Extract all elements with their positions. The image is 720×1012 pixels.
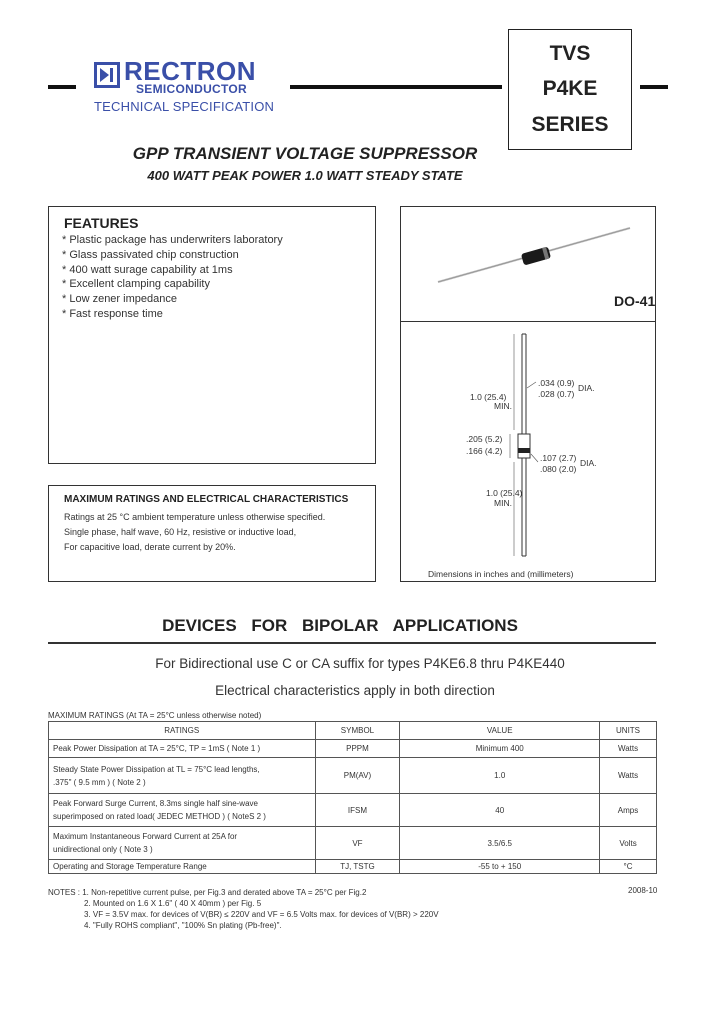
- unit-cell: Amps: [600, 794, 657, 827]
- feature-item: * Plastic package has underwriters laboratory: [62, 234, 283, 246]
- package-divider: [400, 321, 656, 322]
- table-row: [49, 860, 657, 874]
- dim-lead-length-top: 1.0 (25.4): [470, 392, 507, 402]
- value-cell: 40: [400, 794, 600, 827]
- section-rule: [48, 642, 656, 644]
- value-cell: 3.5/6.5: [400, 827, 600, 860]
- header-rule-mid: [290, 85, 502, 89]
- symbol-cell: TJ, TSTG: [315, 860, 400, 874]
- brand-subtitle: SEMICONDUCTOR: [136, 82, 248, 96]
- series-line-2: P4KE: [542, 77, 598, 101]
- dim-body-length-min: .166 (4.2): [466, 446, 503, 456]
- features-list: [62, 233, 283, 322]
- dim-dia-label-a: DIA.: [578, 383, 595, 393]
- page-title: GPP TRANSIENT VOLTAGE SUPPRESSOR: [132, 144, 478, 163]
- value-cell: -55 to + 150: [400, 860, 600, 874]
- footnote: 4. "Fully ROHS compliant", "100% Sn plating (Pb-free)".: [84, 921, 282, 930]
- symbol-cell: PM(AV): [315, 758, 400, 794]
- footnote: 2. Mounted on 1.6 X 1.6" ( 40 X 40mm ) per Fig. 5: [84, 899, 262, 908]
- series-line-3: SERIES: [531, 113, 609, 137]
- brand-name: RECTRON: [124, 56, 257, 86]
- table-row: [49, 758, 657, 794]
- dim-body-length-max: .205 (5.2): [466, 434, 503, 444]
- unit-cell: Watts: [600, 740, 657, 758]
- rating-text: Peak Power Dissipation at TA = 25°C, TP = 1mS ( Note 1 ): [53, 744, 261, 753]
- ratings-table-caption: MAXIMUM RATINGS (At TA = 25°C unless otherwise noted): [48, 711, 262, 720]
- dim-lead-dia-max: .034 (0.9): [538, 378, 575, 388]
- dimension-drawing: [480, 330, 600, 560]
- series-box: [508, 29, 632, 150]
- footnote: 3. VF = 3.5V max. for devices of V(BR) ≤ 220V and VF = 6.5 Volts max. for devices of V(BR) > 220V: [84, 910, 439, 919]
- table-row: [49, 740, 657, 758]
- feature-item: * Glass passivated chip construction: [62, 248, 239, 261]
- feature-item: * Excellent clamping capability: [62, 278, 210, 291]
- diode-photo: [430, 220, 640, 290]
- rating-text: Steady State Power Dissipation at TL = 75°C lead lengths,: [53, 764, 260, 774]
- features-title: FEATURES: [64, 215, 139, 231]
- series-line-1: TVS: [549, 41, 591, 65]
- rating-cell: [49, 794, 316, 827]
- technical-spec-label: TECHNICAL SPECIFICATION: [94, 99, 275, 114]
- col-header-value: VALUE: [400, 722, 600, 740]
- rating-text: Peak Forward Surge Current, 8.3ms single half sine-wave: [53, 799, 258, 808]
- unit-cell: °C: [600, 860, 657, 874]
- symbol-cell: PPPM: [315, 740, 400, 758]
- rating-text: Operating and Storage Temperature Range: [53, 862, 207, 871]
- rating-cell: [49, 758, 316, 794]
- col-header-units: UNITS: [600, 722, 657, 740]
- revision-date: 2008-10: [628, 886, 658, 895]
- direction-note: Electrical characteristics apply in both direction: [215, 683, 495, 698]
- dim-lead-dia-min: .028 (0.7): [538, 389, 575, 399]
- footnote: NOTES : 1. Non-repetitive current pulse, per Fig.3 and derated above TA = 25°C per Fig.2: [48, 888, 367, 897]
- header-rule-right: [640, 85, 668, 89]
- dim-body-dia-min: .080 (2.0): [540, 464, 577, 474]
- table-row: [49, 827, 657, 860]
- footnotes: [48, 887, 439, 931]
- rectron-logo-icon: [94, 62, 120, 88]
- max-ratings-line: For capacitive load, derate current by 20%.: [64, 542, 236, 552]
- dim-min-top: MIN.: [494, 401, 512, 411]
- rating-text: unidirectional only ( Note 3 ): [53, 845, 153, 854]
- value-cell: Minimum 400: [400, 740, 600, 758]
- rating-text: Maximum Instantaneous Forward Current at 25A for: [53, 832, 238, 841]
- feature-item: * 400 watt surage capability at 1ms: [62, 263, 233, 276]
- rating-text: superimposed on rated load( JEDEC METHOD ) ( NoteS 2 ): [53, 812, 266, 821]
- rating-cell: [49, 860, 316, 874]
- value-cell: 1.0: [400, 758, 600, 794]
- max-ratings-notes: [64, 510, 325, 555]
- feature-item: * Fast response time: [62, 307, 163, 320]
- table-header-row: [49, 722, 657, 740]
- unit-cell: Watts: [600, 758, 657, 794]
- feature-item: * Low zener impedance: [62, 293, 177, 306]
- dimension-units-note: Dimensions in inches and (millimeters): [428, 569, 574, 579]
- bipolar-section-title: DEVICES FOR BIPOLAR APPLICATIONS: [162, 616, 518, 635]
- dim-lead-length-bottom: 1.0 (25.4): [486, 488, 523, 498]
- ratings-table: [48, 721, 657, 874]
- bidirectional-note: For Bidirectional use C or CA suffix for types P4KE6.8 thru P4KE440: [155, 656, 565, 671]
- dim-body-dia-max: .107 (2.7): [540, 453, 577, 463]
- dim-min-bottom: MIN.: [494, 498, 512, 508]
- unit-cell: Volts: [600, 827, 657, 860]
- max-ratings-title: MAXIMUM RATINGS AND ELECTRICAL CHARACTERISTICS: [64, 494, 349, 505]
- table-row: [49, 794, 657, 827]
- rating-text: .375" ( 9.5 mm ) ( Note 2 ): [53, 777, 146, 787]
- header-rule-left: [48, 85, 76, 89]
- rating-cell: [49, 827, 316, 860]
- symbol-cell: IFSM: [315, 794, 400, 827]
- package-name: DO-41: [614, 293, 656, 309]
- dim-dia-label-b: DIA.: [580, 458, 597, 468]
- col-header-ratings: RATINGS: [49, 722, 316, 740]
- page-subtitle: 400 WATT PEAK POWER 1.0 WATT STEADY STATE: [147, 168, 463, 183]
- max-ratings-line: Single phase, half wave, 60 Hz, resistive or inductive load,: [64, 527, 297, 537]
- symbol-cell: VF: [315, 827, 400, 860]
- max-ratings-line: Ratings at 25 °C ambient temperature unless otherwise specified.: [64, 512, 326, 522]
- rating-cell: [49, 740, 316, 758]
- col-header-symbol: SYMBOL: [315, 722, 400, 740]
